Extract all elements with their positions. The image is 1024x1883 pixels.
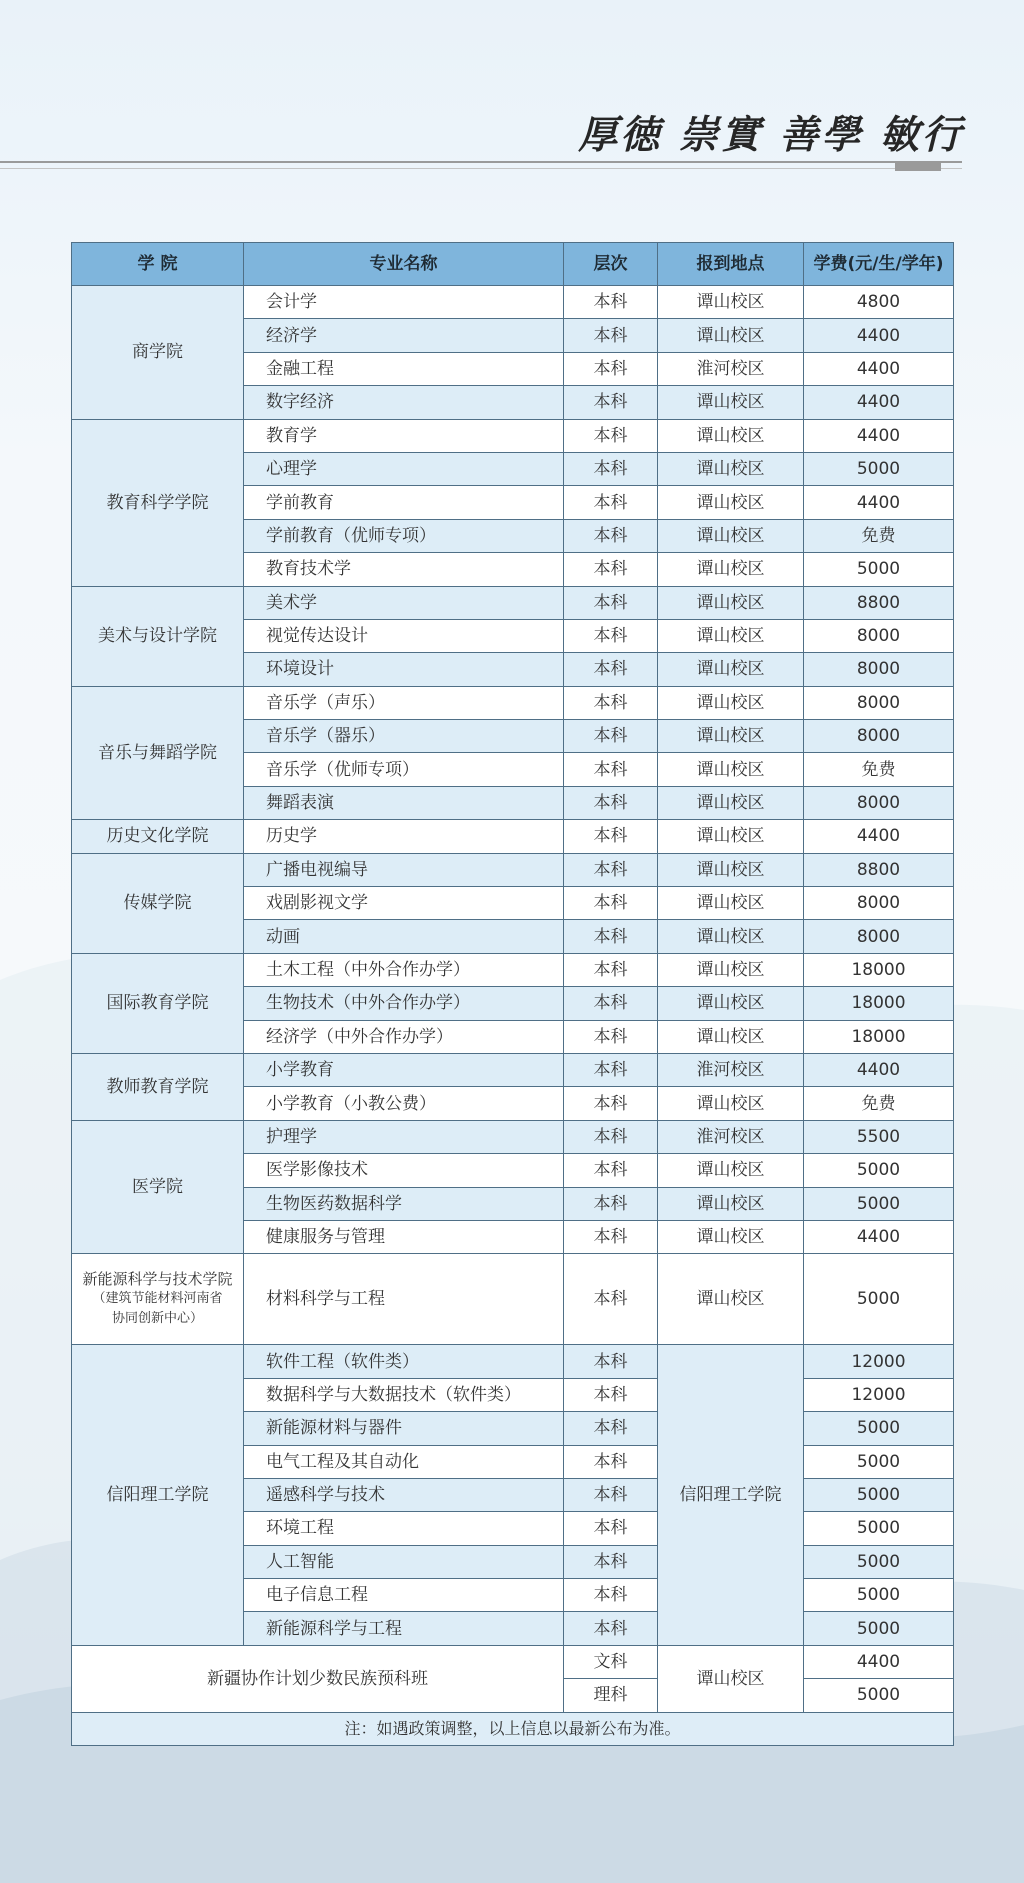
location-cell: 谭山校区 bbox=[658, 519, 804, 552]
fee-cell: 4400 bbox=[804, 820, 954, 853]
column-header-level: 层次 bbox=[564, 243, 658, 286]
location-cell: 淮河校区 bbox=[658, 352, 804, 385]
fee-cell: 4400 bbox=[804, 419, 954, 452]
table-row bbox=[72, 686, 954, 719]
level-cell: 本科 bbox=[564, 953, 658, 986]
fee-cell: 8000 bbox=[804, 619, 954, 652]
college-cell: 国际教育学院 bbox=[72, 953, 244, 1053]
school-motto: 厚徳 崇實 善學 敏行 bbox=[578, 112, 964, 158]
location-cell: 谭山校区 bbox=[658, 619, 804, 652]
column-header-college: 学 院 bbox=[72, 243, 244, 286]
fee-cell: 8000 bbox=[804, 786, 954, 819]
header-rule bbox=[0, 161, 962, 163]
college-cell: 教师教育学院 bbox=[72, 1053, 244, 1120]
location-cell: 谭山校区 bbox=[658, 586, 804, 619]
major-cell: 教育学 bbox=[244, 419, 564, 452]
location-cell: 谭山校区 bbox=[658, 786, 804, 819]
major-cell: 生物医药数据科学 bbox=[244, 1187, 564, 1220]
level-cell: 本科 bbox=[564, 887, 658, 920]
major-cell: 广播电视编导 bbox=[244, 853, 564, 886]
level-cell: 本科 bbox=[564, 1020, 658, 1053]
college-cell-newenergy bbox=[72, 1254, 244, 1345]
level-cell: 本科 bbox=[564, 1512, 658, 1545]
table-row bbox=[72, 853, 954, 886]
location-cell: 谭山校区 bbox=[658, 820, 804, 853]
major-cell: 土木工程（中外合作办学） bbox=[244, 953, 564, 986]
college-cell: 音乐与舞蹈学院 bbox=[72, 686, 244, 820]
location-cell: 谭山校区 bbox=[658, 1020, 804, 1053]
location-cell: 谭山校区 bbox=[658, 853, 804, 886]
fee-cell: 5000 bbox=[804, 1512, 954, 1545]
major-cell: 电子信息工程 bbox=[244, 1579, 564, 1612]
major-cell: 音乐学（声乐） bbox=[244, 686, 564, 719]
table-row bbox=[72, 1053, 954, 1086]
level-cell: 本科 bbox=[564, 686, 658, 719]
major-cell: 音乐学（器乐） bbox=[244, 720, 564, 753]
fee-cell: 8800 bbox=[804, 586, 954, 619]
fee-cell: 4400 bbox=[804, 319, 954, 352]
location-cell: 淮河校区 bbox=[658, 1053, 804, 1086]
college-name-line: 新能源科学与技术学院 bbox=[82, 1270, 233, 1289]
level-cell: 本科 bbox=[564, 1445, 658, 1478]
major-cell: 教育技术学 bbox=[244, 553, 564, 586]
major-cell: 数字经济 bbox=[244, 386, 564, 419]
location-cell: 谭山校区 bbox=[658, 319, 804, 352]
header-accent-bar bbox=[895, 163, 941, 171]
fee-cell: 8800 bbox=[804, 853, 954, 886]
level-cell: 本科 bbox=[564, 753, 658, 786]
fee-cell: 8000 bbox=[804, 887, 954, 920]
fee-cell: 免费 bbox=[804, 1087, 954, 1120]
major-cell: 心理学 bbox=[244, 452, 564, 485]
level-cell: 本科 bbox=[564, 286, 658, 319]
college-name-subline: 协同创新中心） bbox=[111, 1311, 203, 1327]
level-cell: 本科 bbox=[564, 1120, 658, 1153]
fee-cell: 12000 bbox=[804, 1345, 954, 1378]
header-rule-thin bbox=[0, 168, 962, 169]
level-cell: 本科 bbox=[564, 1412, 658, 1445]
college-cell-xinyang: 信阳理工学院 bbox=[72, 1345, 244, 1646]
fee-cell: 18000 bbox=[804, 1020, 954, 1053]
level-cell: 本科 bbox=[564, 653, 658, 686]
table-row bbox=[72, 1645, 954, 1678]
table-row bbox=[72, 1120, 954, 1153]
column-header-major: 专业名称 bbox=[244, 243, 564, 286]
major-cell: 遥感科学与技术 bbox=[244, 1478, 564, 1511]
table-header-row bbox=[72, 243, 954, 286]
location-cell: 淮河校区 bbox=[658, 1120, 804, 1153]
column-header-fee: 学费(元/生/学年) bbox=[804, 243, 954, 286]
college-cell: 医学院 bbox=[72, 1120, 244, 1254]
level-cell: 本科 bbox=[564, 352, 658, 385]
tuition-fee-table bbox=[71, 242, 954, 1746]
location-cell: 谭山校区 bbox=[658, 953, 804, 986]
fee-cell: 5500 bbox=[804, 1120, 954, 1153]
note-row bbox=[72, 1712, 954, 1745]
table-row bbox=[72, 419, 954, 452]
college-cell: 历史文化学院 bbox=[72, 820, 244, 853]
footnote: 注：如遇政策调整，以上信息以最新公布为准。 bbox=[72, 1712, 954, 1745]
location-cell: 谭山校区 bbox=[658, 653, 804, 686]
level-cell: 本科 bbox=[564, 720, 658, 753]
level-cell: 本科 bbox=[564, 319, 658, 352]
major-cell: 视觉传达设计 bbox=[244, 619, 564, 652]
level-cell: 本科 bbox=[564, 853, 658, 886]
location-cell: 谭山校区 bbox=[658, 286, 804, 319]
location-cell: 谭山校区 bbox=[658, 452, 804, 485]
major-cell: 音乐学（优师专项） bbox=[244, 753, 564, 786]
fee-cell: 4400 bbox=[804, 1220, 954, 1253]
major-cell: 经济学（中外合作办学） bbox=[244, 1020, 564, 1053]
major-cell: 金融工程 bbox=[244, 352, 564, 385]
major-cell: 会计学 bbox=[244, 286, 564, 319]
level-cell: 本科 bbox=[564, 920, 658, 953]
location-cell: 谭山校区 bbox=[658, 887, 804, 920]
level-cell: 本科 bbox=[564, 1545, 658, 1578]
location-cell: 谭山校区 bbox=[658, 486, 804, 519]
major-cell: 健康服务与管理 bbox=[244, 1220, 564, 1253]
level-cell: 本科 bbox=[564, 987, 658, 1020]
location-cell: 谭山校区 bbox=[658, 720, 804, 753]
level-cell: 本科 bbox=[564, 1053, 658, 1086]
level-cell: 本科 bbox=[564, 1579, 658, 1612]
location-cell: 谭山校区 bbox=[658, 386, 804, 419]
fee-cell: 5000 bbox=[804, 452, 954, 485]
major-cell: 新能源科学与工程 bbox=[244, 1612, 564, 1645]
level-cell: 本科 bbox=[564, 1478, 658, 1511]
level-cell: 本科 bbox=[564, 1378, 658, 1411]
fee-cell: 4400 bbox=[804, 1053, 954, 1086]
college-cell: 教育科学学院 bbox=[72, 419, 244, 586]
major-cell: 动画 bbox=[244, 920, 564, 953]
fee-cell: 4800 bbox=[804, 286, 954, 319]
level-cell: 文科 bbox=[564, 1645, 658, 1678]
fee-cell: 4400 bbox=[804, 386, 954, 419]
fee-cell: 4400 bbox=[804, 1645, 954, 1678]
table-row bbox=[72, 953, 954, 986]
major-cell: 生物技术（中外合作办学） bbox=[244, 987, 564, 1020]
level-cell: 本科 bbox=[564, 786, 658, 819]
fee-cell: 18000 bbox=[804, 953, 954, 986]
fee-cell: 18000 bbox=[804, 987, 954, 1020]
fee-cell: 5000 bbox=[804, 1545, 954, 1578]
fee-cell: 5000 bbox=[804, 1154, 954, 1187]
level-cell: 本科 bbox=[564, 1612, 658, 1645]
major-cell: 美术学 bbox=[244, 586, 564, 619]
major-cell: 历史学 bbox=[244, 820, 564, 853]
fee-cell: 免费 bbox=[804, 519, 954, 552]
location-cell: 谭山校区 bbox=[658, 920, 804, 953]
major-cell: 学前教育（优师专项） bbox=[244, 519, 564, 552]
location-cell: 谭山校区 bbox=[658, 1220, 804, 1253]
major-cell: 新能源材料与器件 bbox=[244, 1412, 564, 1445]
level-cell: 本科 bbox=[564, 1254, 658, 1345]
college-cell: 美术与设计学院 bbox=[72, 586, 244, 686]
fee-cell: 5000 bbox=[804, 1445, 954, 1478]
major-cell: 小学教育（小教公费） bbox=[244, 1087, 564, 1120]
level-cell: 理科 bbox=[564, 1679, 658, 1712]
major-cell: 环境工程 bbox=[244, 1512, 564, 1545]
program-cell-xinjiang: 新疆协作计划少数民族预科班 bbox=[72, 1645, 564, 1712]
fee-cell: 5000 bbox=[804, 1254, 954, 1345]
fee-cell: 4400 bbox=[804, 486, 954, 519]
column-header-location: 报到地点 bbox=[658, 243, 804, 286]
location-cell-xinyang: 信阳理工学院 bbox=[658, 1345, 804, 1646]
location-cell: 谭山校区 bbox=[658, 1154, 804, 1187]
fee-cell: 5000 bbox=[804, 1478, 954, 1511]
fee-cell: 8000 bbox=[804, 686, 954, 719]
fee-cell: 5000 bbox=[804, 1412, 954, 1445]
level-cell: 本科 bbox=[564, 1154, 658, 1187]
table-row bbox=[72, 1345, 954, 1378]
major-cell: 人工智能 bbox=[244, 1545, 564, 1578]
fee-cell: 8000 bbox=[804, 653, 954, 686]
fee-cell: 5000 bbox=[804, 1679, 954, 1712]
major-cell: 护理学 bbox=[244, 1120, 564, 1153]
location-cell: 谭山校区 bbox=[658, 753, 804, 786]
major-cell: 经济学 bbox=[244, 319, 564, 352]
college-cell: 传媒学院 bbox=[72, 853, 244, 953]
level-cell: 本科 bbox=[564, 519, 658, 552]
location-cell: 谭山校区 bbox=[658, 1254, 804, 1345]
fee-cell: 8000 bbox=[804, 920, 954, 953]
major-cell: 舞蹈表演 bbox=[244, 786, 564, 819]
fee-cell: 免费 bbox=[804, 753, 954, 786]
level-cell: 本科 bbox=[564, 419, 658, 452]
level-cell: 本科 bbox=[564, 1187, 658, 1220]
location-cell: 谭山校区 bbox=[658, 1187, 804, 1220]
major-cell: 电气工程及其自动化 bbox=[244, 1445, 564, 1478]
level-cell: 本科 bbox=[564, 586, 658, 619]
major-cell: 软件工程（软件类） bbox=[244, 1345, 564, 1378]
level-cell: 本科 bbox=[564, 386, 658, 419]
level-cell: 本科 bbox=[564, 486, 658, 519]
fee-cell: 4400 bbox=[804, 352, 954, 385]
major-cell: 小学教育 bbox=[244, 1053, 564, 1086]
level-cell: 本科 bbox=[564, 452, 658, 485]
location-cell: 谭山校区 bbox=[658, 419, 804, 452]
major-cell: 学前教育 bbox=[244, 486, 564, 519]
major-cell: 环境设计 bbox=[244, 653, 564, 686]
level-cell: 本科 bbox=[564, 1087, 658, 1120]
table-row-newenergy bbox=[72, 1254, 954, 1345]
location-cell-xinjiang: 谭山校区 bbox=[658, 1645, 804, 1712]
major-cell: 数据科学与大数据技术（软件类） bbox=[244, 1378, 564, 1411]
table-row bbox=[72, 586, 954, 619]
location-cell: 谭山校区 bbox=[658, 1087, 804, 1120]
level-cell: 本科 bbox=[564, 1345, 658, 1378]
major-cell: 戏剧影视文学 bbox=[244, 887, 564, 920]
fee-cell: 5000 bbox=[804, 1612, 954, 1645]
fee-cell: 5000 bbox=[804, 553, 954, 586]
location-cell: 谭山校区 bbox=[658, 987, 804, 1020]
location-cell: 谭山校区 bbox=[658, 553, 804, 586]
table-row bbox=[72, 820, 954, 853]
fee-cell: 8000 bbox=[804, 720, 954, 753]
fee-cell: 5000 bbox=[804, 1579, 954, 1612]
major-cell: 医学影像技术 bbox=[244, 1154, 564, 1187]
level-cell: 本科 bbox=[564, 553, 658, 586]
level-cell: 本科 bbox=[564, 619, 658, 652]
fee-cell: 12000 bbox=[804, 1378, 954, 1411]
college-name-subline: （建筑节能材料河南省 bbox=[92, 1291, 223, 1307]
major-cell: 材料科学与工程 bbox=[244, 1254, 564, 1345]
table-row bbox=[72, 286, 954, 319]
level-cell: 本科 bbox=[564, 820, 658, 853]
level-cell: 本科 bbox=[564, 1220, 658, 1253]
college-cell: 商学院 bbox=[72, 286, 244, 420]
fee-cell: 5000 bbox=[804, 1187, 954, 1220]
location-cell: 谭山校区 bbox=[658, 686, 804, 719]
